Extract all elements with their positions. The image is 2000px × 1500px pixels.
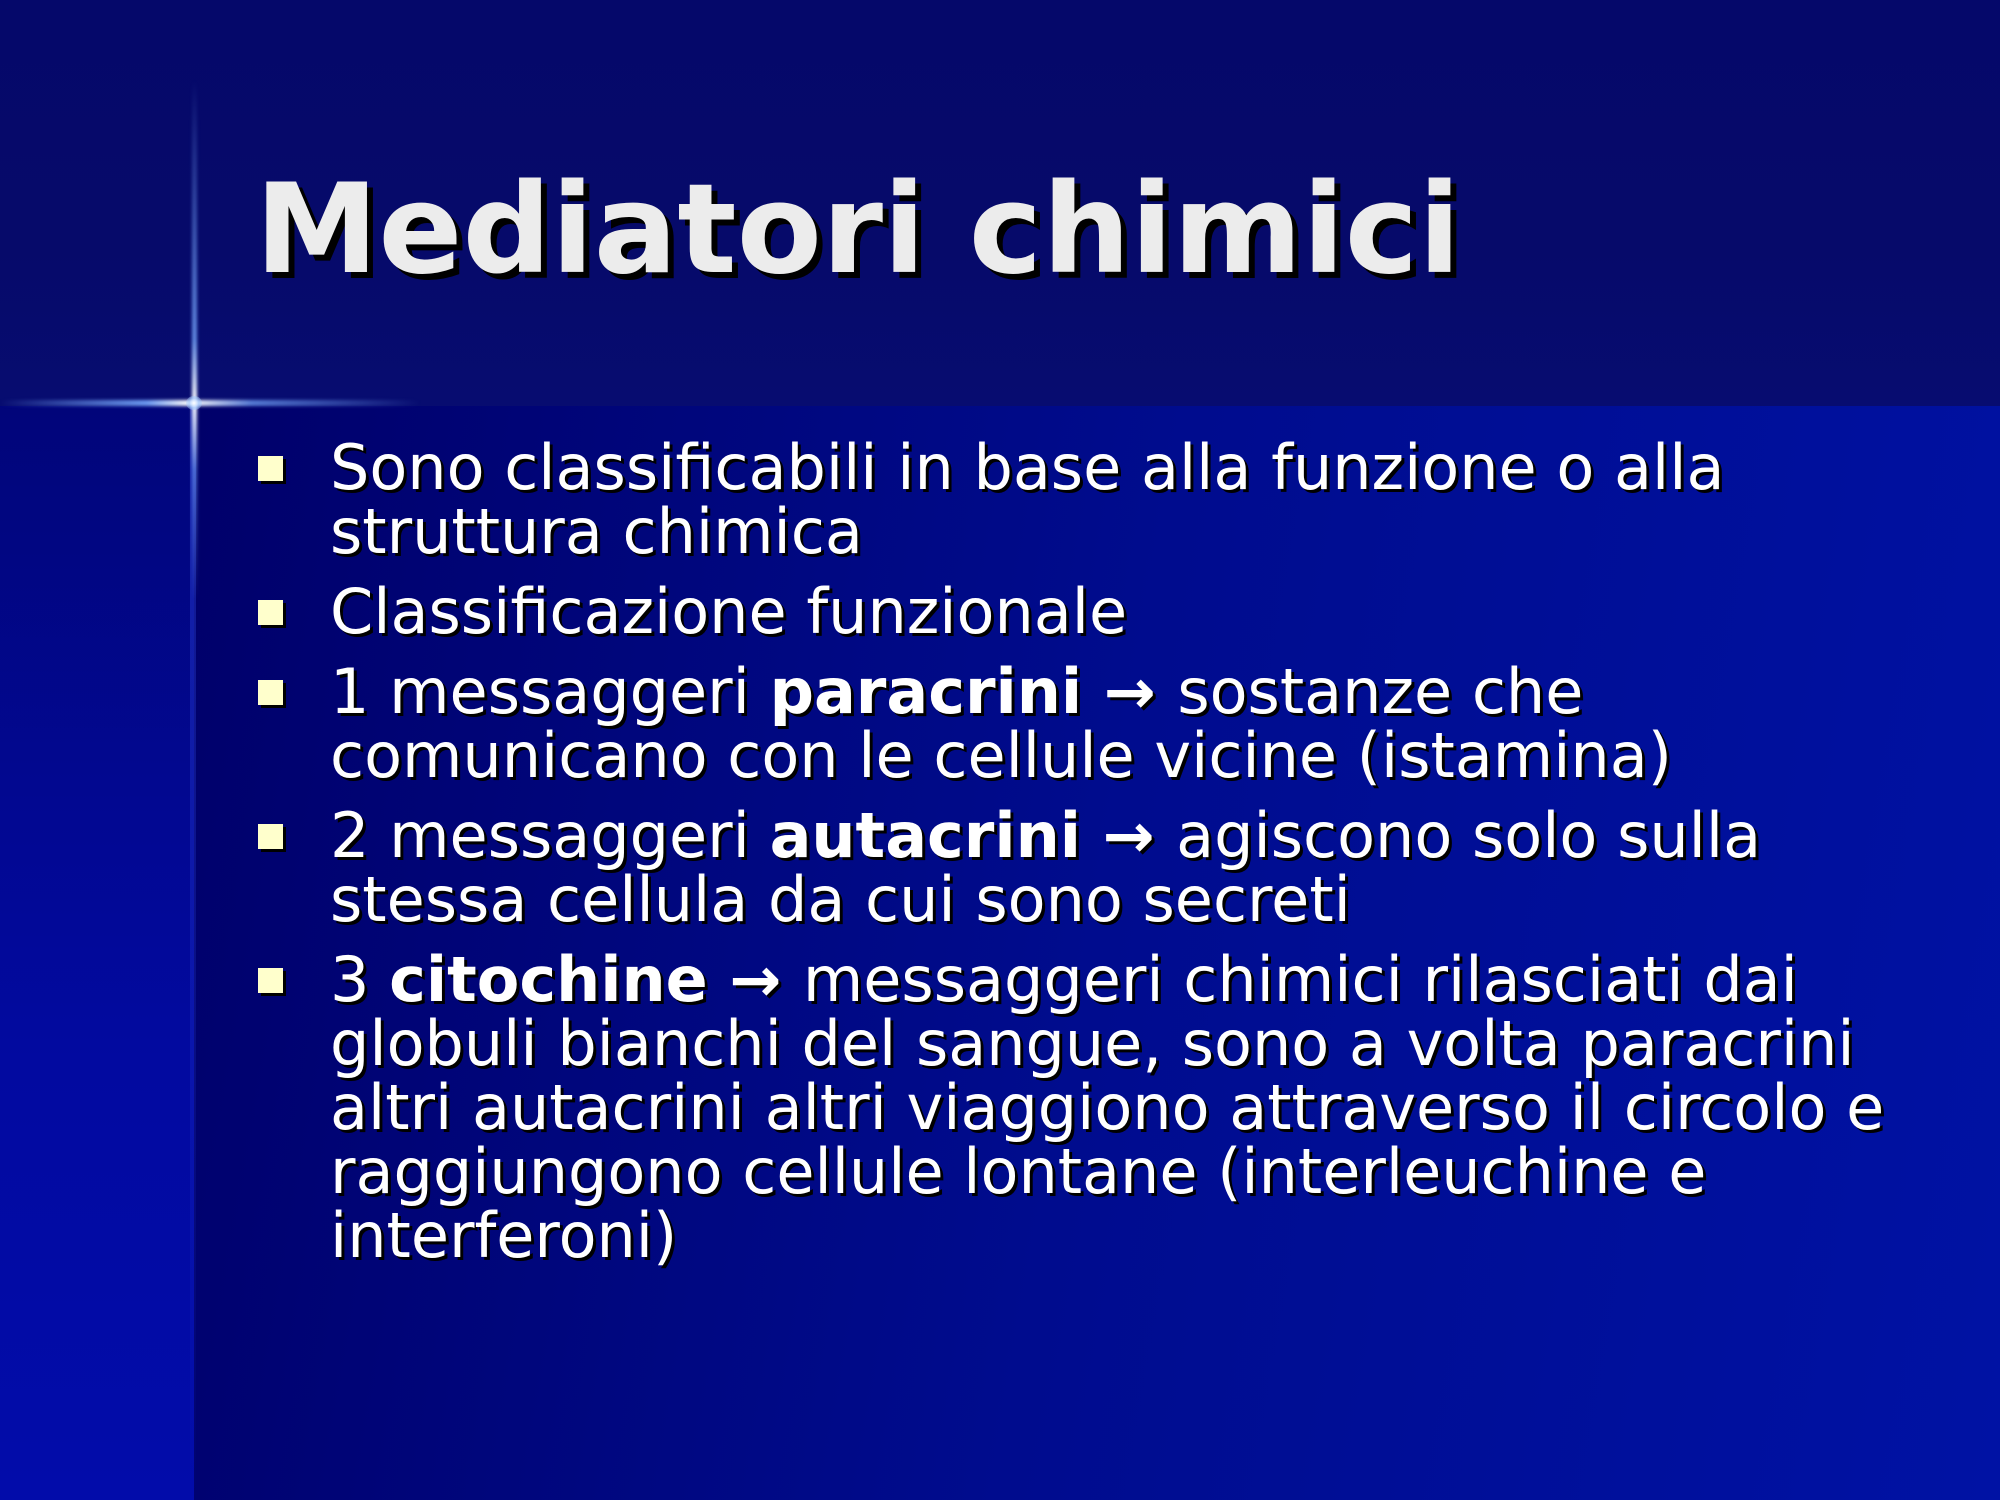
light-flare-horizontal (0, 400, 420, 406)
square-bullet-icon (258, 824, 283, 849)
bullet-keyword: paracrini (769, 655, 1083, 728)
square-bullet-icon (258, 968, 283, 993)
bullet-item (255, 799, 1935, 936)
light-flare-vertical (192, 80, 197, 600)
bullet-item (255, 575, 1935, 648)
bullet-item (255, 655, 1935, 792)
bullet-item (255, 431, 1935, 568)
arrow-right-icon: → (707, 943, 803, 1016)
bullet-text: Sono classificabili in base alla funzione o alla struttura chimica (330, 431, 1725, 568)
square-bullet-icon (258, 456, 283, 481)
bullet-list (255, 431, 1935, 1284)
bullet-keyword: citochine (389, 943, 708, 1016)
arrow-right-icon: → (1082, 655, 1178, 728)
bullet-text: sostanze che comunicano con le cellule vicine (istamina) (330, 655, 1672, 792)
bullet-text: Classificazione funzionale (330, 575, 1128, 648)
bullet-keyword: autacrini (769, 799, 1082, 872)
light-flare-star-icon (186, 396, 202, 410)
bullet-text: 3 (330, 943, 390, 1016)
square-bullet-icon (258, 680, 283, 705)
bullet-text: agiscono solo sulla stessa cellula da cui sono secreti (330, 799, 1762, 936)
slide-title: Mediatori chimici (255, 158, 1461, 302)
bullet-item (255, 943, 1935, 1272)
bullet-text: messaggeri chimici rilasciati dai globuli bianchi del sangue, sono a volta paracrini altri autacrini altri viaggiono attraverso il circolo e raggiungono cellule lontane (interleuchine e interferoni) (330, 943, 1885, 1272)
bullet-text: 2 messaggeri (330, 799, 770, 872)
square-bullet-icon (258, 600, 283, 625)
left-band (0, 406, 194, 1500)
bullet-text: 1 messaggeri (330, 655, 770, 728)
arrow-right-icon: → (1081, 799, 1177, 872)
